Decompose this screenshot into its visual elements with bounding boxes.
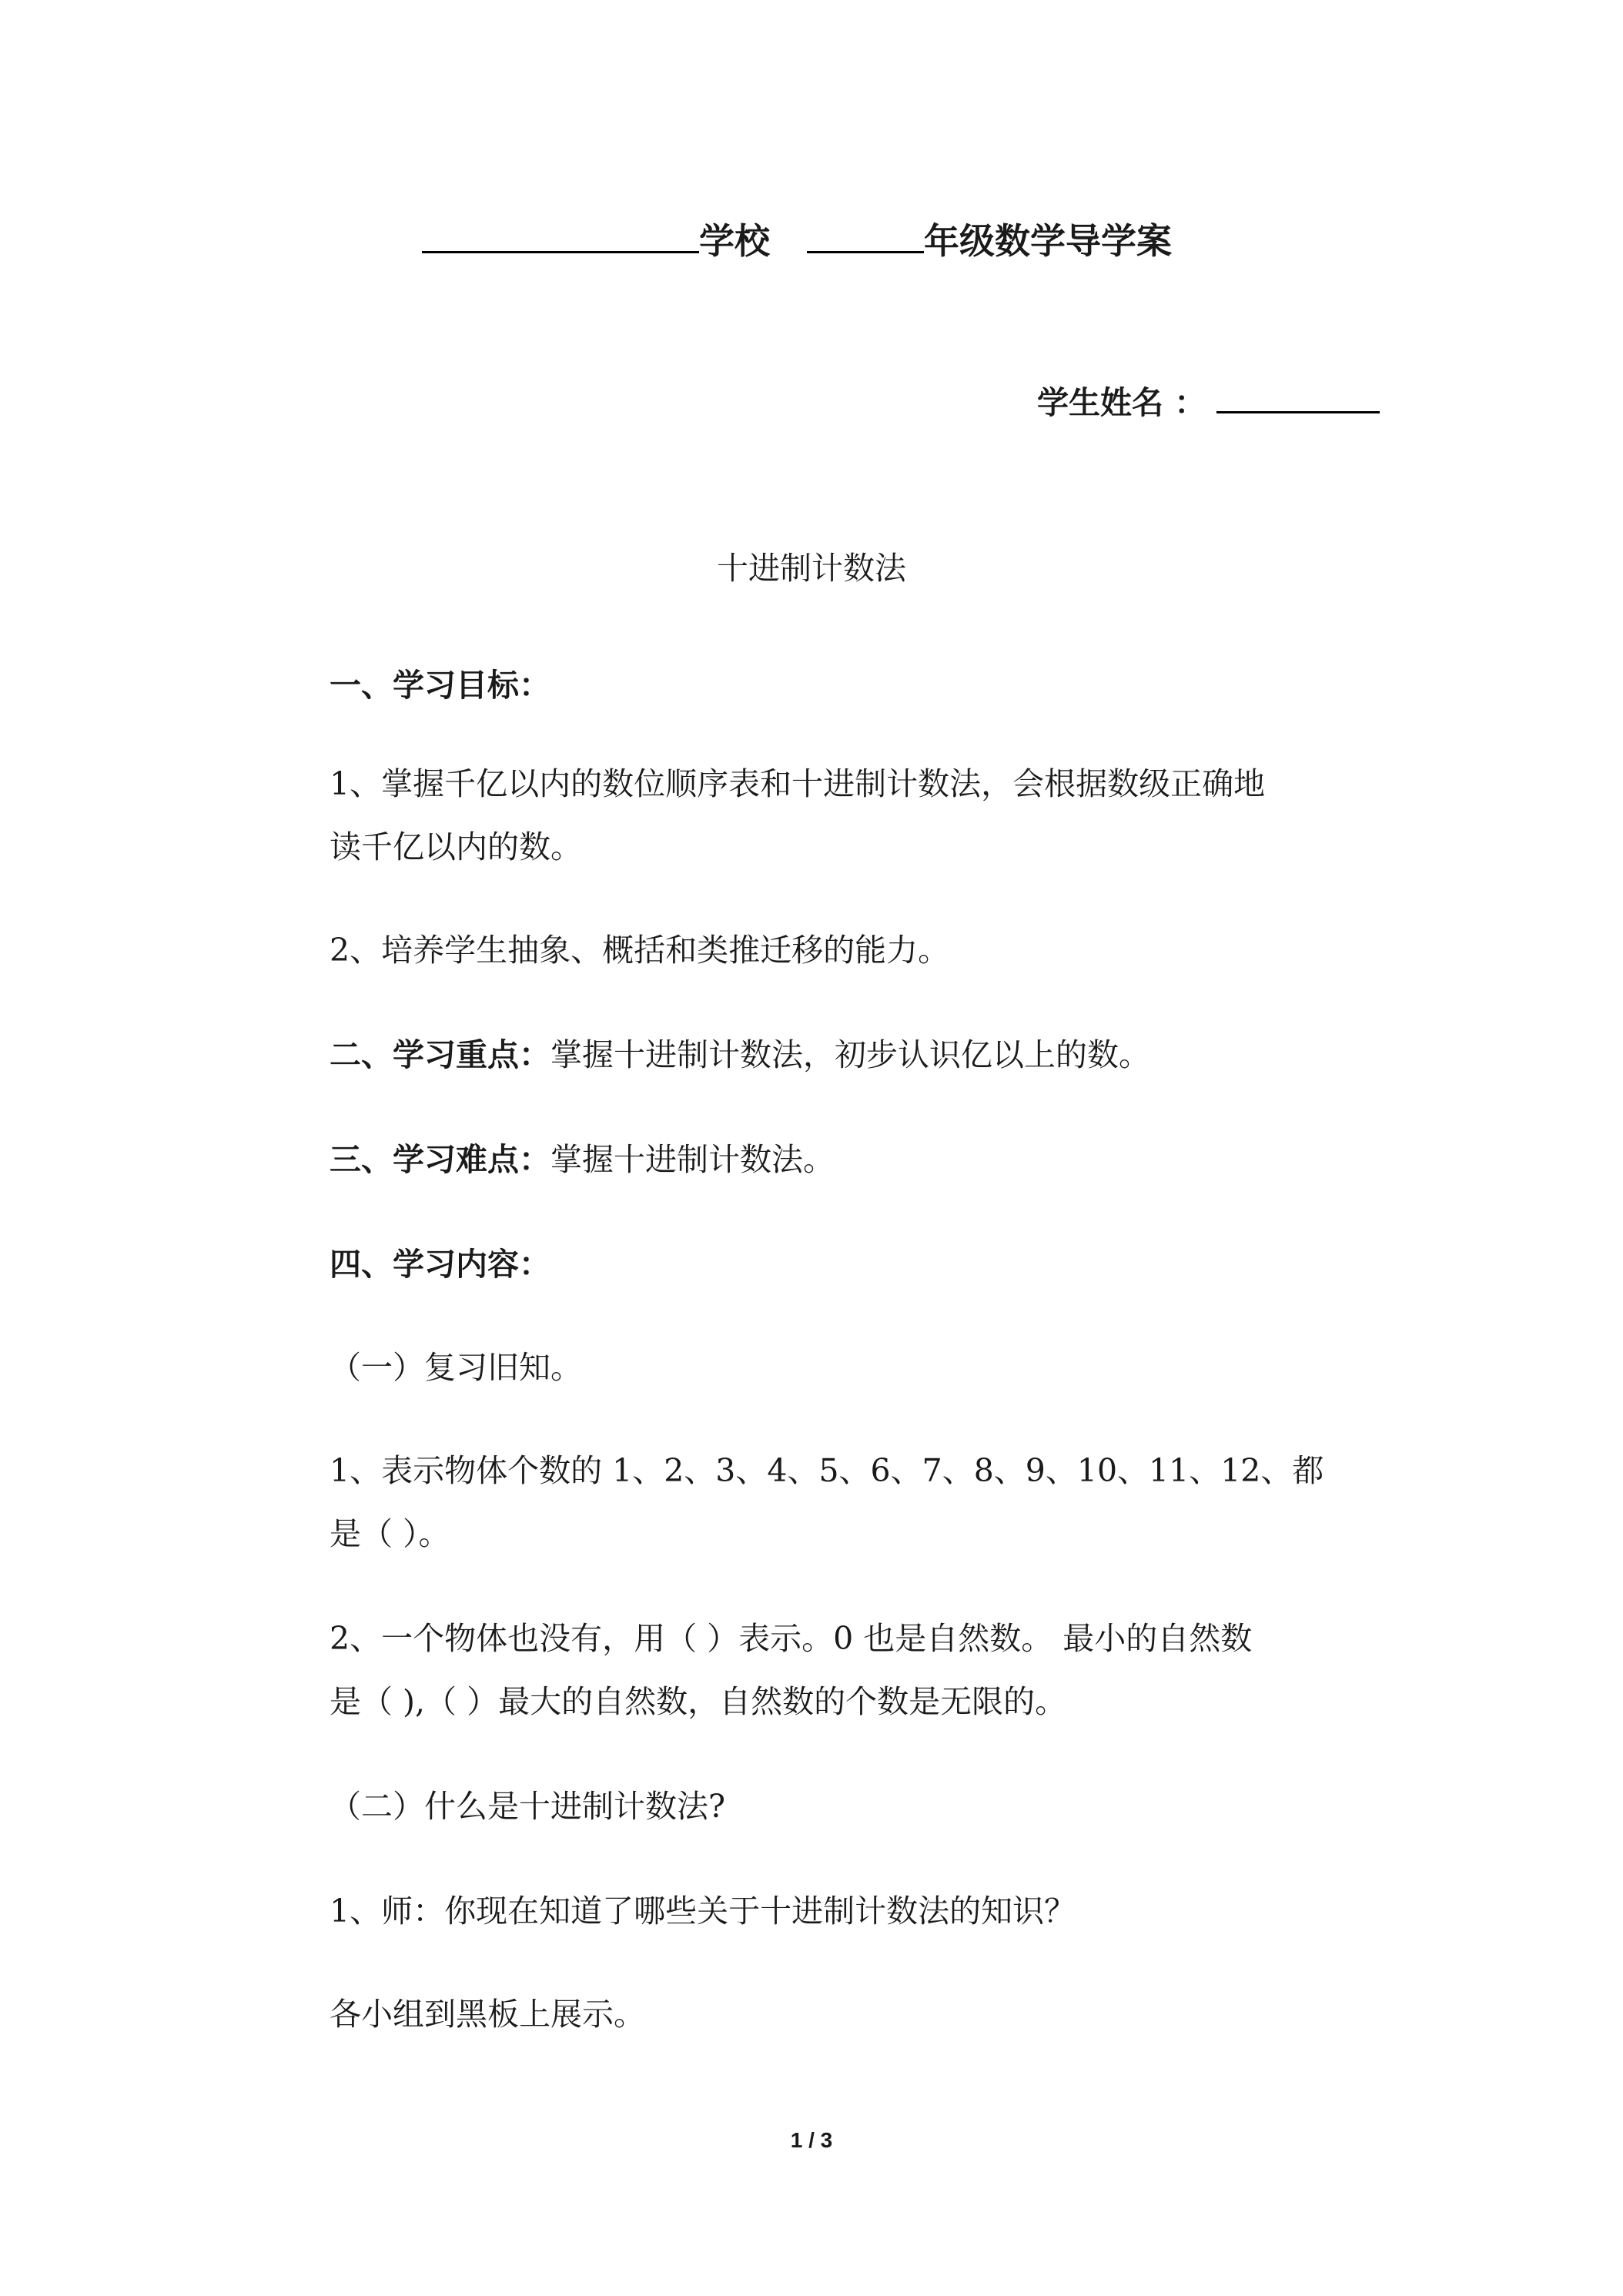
worksheet-header <box>422 217 1172 263</box>
student-name-row <box>1037 377 1380 424</box>
question-1-line-2: 是（ ）。 <box>330 1515 450 1552</box>
question-2-line-2: 是（ ),（ ）最大的自然数，自然数的个数是无限的。 <box>330 1683 1067 1720</box>
grade-label: 年级数学导学案 <box>924 220 1172 262</box>
page-number: 1 / 3 <box>790 2128 833 2152</box>
key-points-row <box>330 1033 1150 1076</box>
school-blank[interactable] <box>422 217 699 253</box>
section-heading-difficulty: 三、学习难点： <box>330 1141 550 1178</box>
section-heading-key-points: 二、学习重点： <box>330 1036 550 1073</box>
difficulty-text: 掌握十进制计数法。 <box>550 1141 835 1178</box>
section-heading-content: 四、学习内容： <box>330 1246 550 1283</box>
student-name-label: 学生姓名 ： <box>1037 384 1206 421</box>
lesson-title: 十进制计数法 <box>717 550 906 587</box>
subsection-decimal-system: （二）什么是十进制计数法? <box>330 1788 725 1825</box>
group-activity: 各小组到黑板上展示。 <box>330 1996 645 2033</box>
school-label: 学校 <box>699 220 770 262</box>
objective-1-line-2: 读千亿以内的数。 <box>330 828 582 865</box>
objective-1-line-1: 1、掌握千亿以内的数位顺序表和十进制计数法，会根据数级正确地 <box>330 765 1266 802</box>
grade-blank[interactable] <box>807 217 924 253</box>
objective-2: 2、培养学生抽象、概括和类推迁移的能力。 <box>330 932 950 969</box>
subsection-review: （一）复习旧知。 <box>330 1349 582 1386</box>
section-heading-objectives: 一、学习目标： <box>330 667 550 704</box>
question-2-line-1: 2、一个物体也没有，用（ ）表示。0 也是自然数。 最小的自然数 <box>330 1620 1253 1657</box>
question-3: 1、师：你现在知道了哪些关于十进制计数法的知识？ <box>330 1893 1076 1930</box>
key-points-text: 掌握十进制计数法，初步认识亿以上的数。 <box>550 1036 1150 1073</box>
student-name-blank[interactable] <box>1216 377 1380 413</box>
question-1-line-1: 1、表示物体个数的 1、2、3、4、5、6、7、8、9、10、11、12、都 <box>330 1452 1324 1489</box>
difficulty-row <box>330 1138 835 1181</box>
